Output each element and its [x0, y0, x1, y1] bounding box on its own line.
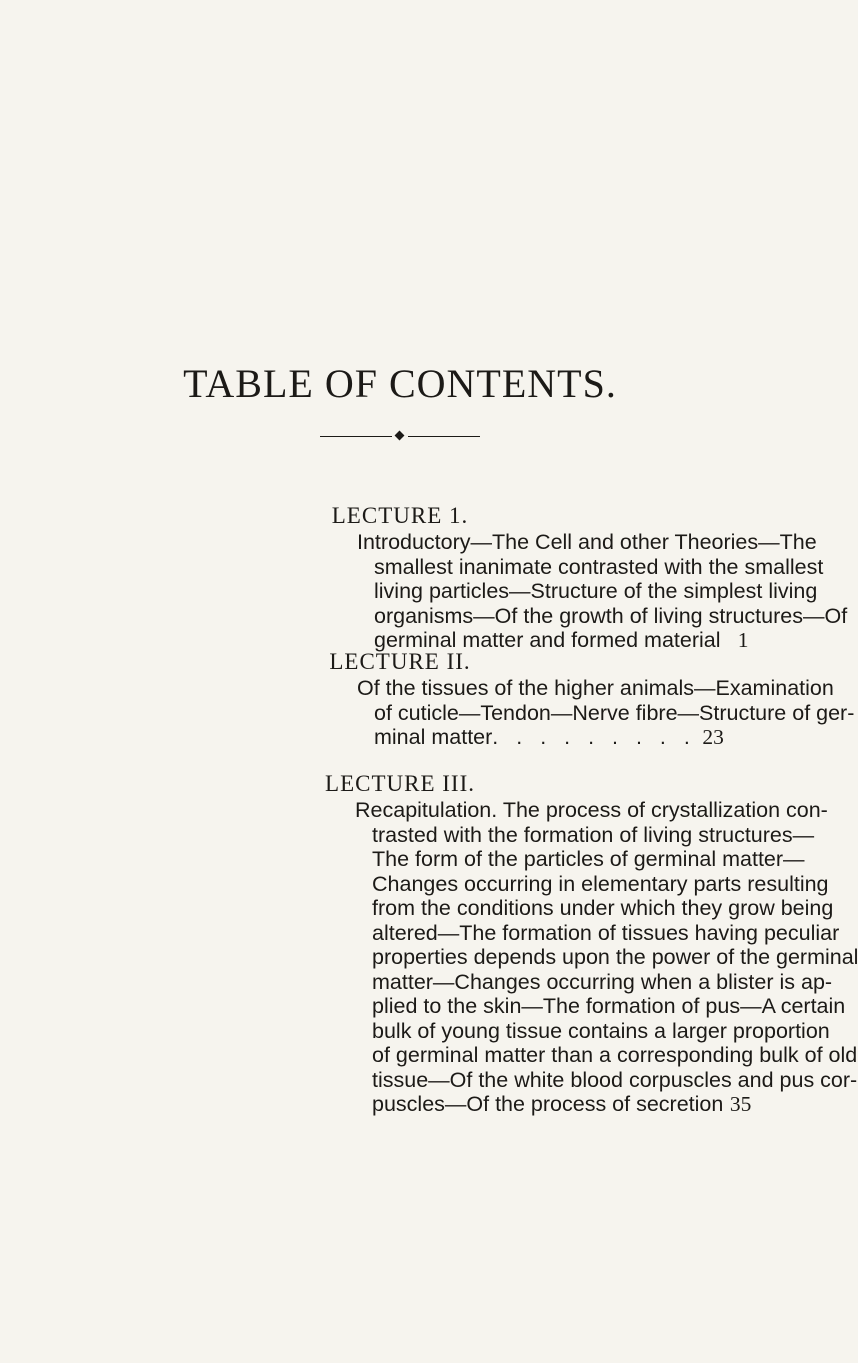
entry-line: germinal matter and formed material — [374, 628, 721, 652]
page-number: 35 — [729, 1092, 752, 1116]
entry-line: plied to the skin—The formation of pus—A certain — [372, 994, 846, 1018]
lecture-1-entry — [357, 530, 848, 653]
entry-line: tissue—Of the white blood corpuscles and pus cor- — [372, 1067, 858, 1092]
entry-line: living particles—Structure of the simplest living — [374, 579, 818, 603]
entry-line: bulk of young tissue contains a larger proportion — [372, 1018, 830, 1043]
entry-line: The form of the particles of germinal matter— — [372, 847, 805, 871]
entry-line: puscles—Of the process of secretion — [372, 1092, 724, 1116]
lecture-3-entry — [355, 798, 858, 1117]
entry-line: minal matter — [374, 725, 493, 749]
entry-line: altered—The formation of tissues having peculiar — [372, 920, 840, 945]
lecture-2-heading: LECTURE II. — [329, 649, 471, 674]
divider-rule-left — [320, 436, 392, 437]
entry-line: of cuticle—Tendon—Nerve fibre—Structure of ger- — [374, 700, 855, 725]
diamond-ornament-icon — [395, 431, 405, 441]
entry-line: smallest inanimate contrasted with the smallest — [374, 554, 824, 579]
lecture-3-heading: LECTURE III. — [325, 771, 475, 796]
entry-line: Changes occurring in elementary parts resulting — [372, 871, 829, 896]
leader-dots: . . . . . . . . . — [492, 725, 696, 749]
entry-line: organisms—Of the growth of living structures—Of — [374, 603, 848, 628]
page-number: 23 — [702, 725, 724, 749]
entry-line: Recapitulation. The process of crystallization con- — [355, 798, 828, 822]
page-number: 1 — [737, 628, 749, 652]
entry-line: from the conditions under which they grow being — [372, 896, 834, 920]
entry-line: Of the tissues of the higher animals—Examination — [357, 676, 834, 700]
lecture-1-heading: LECTURE 1. — [331, 503, 469, 528]
lecture-2-entry — [357, 676, 855, 750]
entry-line: Introductory—The Cell and other Theories—The — [357, 530, 817, 554]
entry-line: matter—Changes occurring when a blister is ap- — [372, 969, 833, 994]
entry-line: of germinal matter than a corresponding bulk of old — [372, 1043, 858, 1067]
entry-line: properties depends upon the power of the germinal — [372, 945, 858, 969]
ornament-divider — [320, 431, 480, 441]
entry-line: trasted with the formation of living structures— — [372, 822, 815, 847]
page-title: TABLE OF CONTENTS. — [183, 361, 617, 406]
divider-rule-right — [408, 436, 480, 437]
entry-last-line — [355, 1092, 752, 1117]
entry-last-line — [357, 725, 724, 750]
